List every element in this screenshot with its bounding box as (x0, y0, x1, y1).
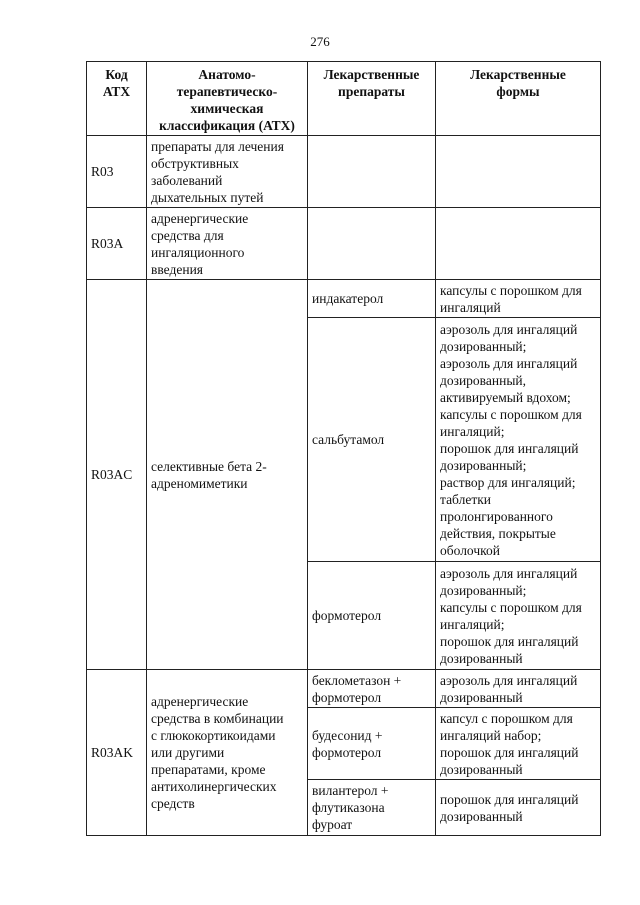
atx-code-cell: R03A (87, 208, 147, 280)
dosage-form-item: порошок для ингаляций дозированный (440, 791, 579, 824)
dosage-form-item: аэрозоль для ингаляций дозированный (440, 672, 578, 705)
page-number: 276 (310, 34, 330, 49)
dosage-form-item: аэрозоль для ингаляций дозированный; (440, 565, 578, 598)
dosage-forms-cell (436, 318, 601, 562)
atx-class-cell: адренергические средства для ингаляционного введения (147, 208, 308, 280)
atx-class-cell: селективные бета 2- адреномиметики (147, 280, 308, 670)
header-drugs: Лекарственные препараты (308, 62, 436, 136)
dosage-form-item: капсулы с порошком для ингаляций; (440, 599, 582, 632)
dosage-forms-cell (436, 708, 601, 780)
atx-classification-table (86, 61, 601, 836)
atx-code-cell: R03AK (87, 670, 147, 836)
table-row-r03a (87, 208, 601, 280)
drug-name-cell: формотерол (308, 562, 436, 670)
table-row-r03 (87, 136, 601, 208)
header-dosage-forms: Лекарственные формы (436, 62, 601, 136)
form-cell-empty (436, 136, 601, 208)
header-atx-classification: Анатомо- терапевтическо- химическая классификация (АТХ) (147, 62, 308, 136)
dosage-form-item: аэрозоль для ингаляций дозированный; (440, 321, 578, 354)
atx-code-cell: R03AC (87, 280, 147, 670)
dosage-form-item: аэрозоль для ингаляций дозированный, активируемый вдохом; (440, 355, 578, 405)
dosage-form-item: капсулы с порошком для ингаляций; (440, 406, 582, 439)
dosage-form-item: капсулы с порошком для ингаляций (440, 282, 582, 315)
dosage-forms-cell (436, 780, 601, 836)
dosage-form-item: раствор для ингаляций; (440, 474, 576, 490)
drug-name-cell: сальбутамол (308, 318, 436, 562)
header-atx-code: Код АТХ (87, 62, 147, 136)
dosage-form-item: порошок для ингаляций дозированный (440, 633, 579, 666)
dosage-form-item: порошок для ингаляций дозированный; (440, 440, 579, 473)
dosage-form-item: таблетки пролонгированного действия, покрытые оболочкой (440, 491, 556, 558)
drug-name-cell: будесонид + формотерол (308, 708, 436, 780)
atx-class-cell: препараты для лечения обструктивных заболеваний дыхательных путей (147, 136, 308, 208)
drug-cell-empty (308, 136, 436, 208)
dosage-forms-cell (436, 280, 601, 318)
atx-class-cell: адренергические средства в комбинации с глюкокортикоидами или другими препаратами, кроме антихолинергических средств (147, 670, 308, 836)
table-row-r03ak-beclometasone (87, 670, 601, 708)
atx-code-cell: R03 (87, 136, 147, 208)
drug-cell-empty (308, 208, 436, 280)
dosage-form-item: порошок для ингаляций дозированный (440, 744, 579, 777)
dosage-forms-cell (436, 562, 601, 670)
drug-name-cell: вилантерол + флутиказона фуроат (308, 780, 436, 836)
drug-name-cell: беклометазон + формотерол (308, 670, 436, 708)
form-cell-empty (436, 208, 601, 280)
dosage-forms-cell (436, 670, 601, 708)
table-row-r03ac-indacaterol (87, 280, 601, 318)
table-header-row (87, 62, 601, 136)
dosage-form-item: капсул с порошком для ингаляций набор; (440, 710, 573, 743)
drug-name-cell: индакатерол (308, 280, 436, 318)
